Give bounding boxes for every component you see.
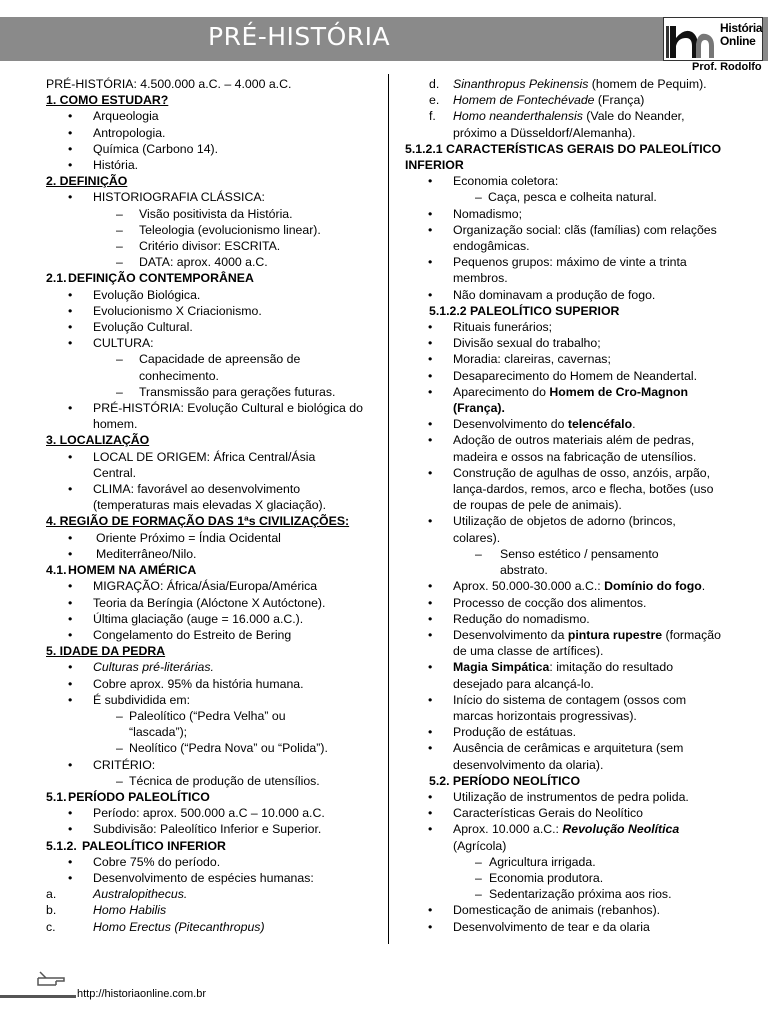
species-item: f. Homo neanderthalensis (Vale do Neander, próximo a Düsseldorf/Alemanha).: [429, 109, 685, 140]
footer-rule: [0, 995, 76, 998]
list-item: • Desenvolvimento de espécies humanas:: [68, 870, 314, 885]
list-item: • Adoção de outros materiais além de pedras, madeira e ossos na fabricação de utensílios.: [428, 433, 697, 464]
heading-como-estudar: 1. COMO ESTUDAR?: [46, 93, 169, 108]
list-item: • Desenvolvimento da pintura rupestre (formação de uma classe de artífices).: [428, 627, 721, 659]
sub-list-item: – Paleolítico (“Pedra Velha” ou “lascada”);: [116, 708, 286, 740]
list-item: • Moradia: clareiras, cavernas;: [428, 352, 611, 367]
list-item: • Aprox. 50.000-30.000 a.C.: Domínio do fogo.: [428, 579, 706, 594]
heading-regiao-formacao: 4. REGIÃO DE FORMAÇÃO DAS 1ªs CIVILIZAÇÕES:: [46, 514, 350, 529]
heading-paleolitico-superior: 5.1.2.2 PALEOLÍTICO SUPERIOR: [429, 303, 620, 318]
logo-text-online: Online: [720, 34, 756, 48]
page-title: PRÉ-HISTÓRIA: [208, 22, 391, 51]
list-item: • Não dominavam a produção de fogo.: [428, 287, 656, 302]
list-item: • Processo de cocção dos alimentos.: [428, 595, 647, 610]
sub-list-item: – Visão positivista da História.: [116, 206, 293, 221]
list-item: • Evolução Biológica.: [68, 287, 201, 302]
sub-list-item: – DATA: aprox. 4000 a.C.: [116, 255, 268, 270]
page-footer: [0, 968, 768, 1008]
sub-list-item: – Senso estético / pensamento abstrato.: [475, 546, 659, 578]
list-item: • Redução do nomadismo.: [428, 611, 590, 626]
list-item: • Domesticação de animais (rebanhos).: [428, 903, 661, 918]
sub-list-item: – Teleologia (evolucionismo linear).: [116, 222, 321, 237]
list-item: • Rituais funerários;: [428, 320, 553, 335]
species-item: a. Australopithecus.: [46, 887, 188, 902]
sub-list-item: – Critério divisor: ESCRITA.: [116, 239, 281, 254]
list-item: • Química (Carbono 14).: [68, 141, 219, 156]
list-item: • Aprox. 10.000 a.C.: Revolução Neolítica (Agrícola): [428, 822, 680, 853]
list-item: • Pequenos grupos: máximo de vinte a trinta membros.: [428, 255, 687, 286]
author-name: Prof. Rodolfo: [692, 61, 762, 73]
heading-homem-america: 4.1. HOMEM NA AMÉRICA: [46, 563, 197, 578]
date-range: PRÉ-HISTÓRIA: 4.500.000 a.C. – 4.000 a.C.: [46, 77, 292, 91]
list-item: • Divisão sexual do trabalho;: [428, 336, 601, 351]
sub-list-item: – Técnica de produção de utensílios.: [116, 773, 320, 788]
heading-definicao-contemporanea: 2.1. DEFINIÇÃO CONTEMPORÂNEA: [46, 271, 254, 286]
species-item: c. Homo Erectus (Pitecanthropus): [46, 919, 265, 934]
pointing-hand-icon: [36, 970, 66, 988]
sub-list-item: – Sedentarização próxima aos rios.: [475, 887, 672, 902]
list-item: • Início do sistema de contagem (ossos com marcas horizontais progressivas).: [428, 692, 687, 723]
list-item: • Economia coletora:: [428, 174, 559, 189]
list-item: • Cobre 75% do período.: [68, 854, 221, 869]
list-item: • Desaparecimento do Homem de Neandertal.: [428, 368, 698, 383]
list-item: • Organização social: clãs (famílias) com relações endogâmicas.: [428, 222, 717, 254]
list-item: • Subdivisão: Paleolítico Inferior e Superior.: [68, 822, 322, 837]
list-item: • MIGRAÇÃO: África/Ásia/Europa/América: [68, 579, 318, 594]
title-banner: [0, 17, 768, 61]
heading-localizacao: 3. LOCALIZAÇÃO: [46, 433, 150, 448]
logo-text-historia: História: [720, 21, 763, 35]
column-divider: [388, 74, 389, 944]
list-item: • Ausência de cerâmicas e arquitetura (sem desenvolvimento da olaria).: [428, 741, 684, 772]
sub-list-item: – Agricultura irrigada.: [475, 854, 596, 869]
heading-idade-pedra: 5. IDADE DA PEDRA: [46, 644, 166, 659]
list-item: • Mediterrâneo/Nilo.: [68, 546, 197, 561]
species-item: b. Homo Habilis: [46, 903, 167, 918]
list-item: • É subdividida em:: [68, 692, 191, 707]
heading-periodo-neolitico: 5.2. PERÍODO NEOLÍTICO: [429, 773, 581, 788]
species-item: d. Sinanthropus Pekinensis (homem de Pequim).: [429, 77, 707, 91]
list-item: • Utilização de objetos de adorno (brincos, colares).: [428, 514, 676, 545]
list-item: • Congelamento do Estreito de Bering: [68, 627, 292, 642]
list-item: • Utilização de instrumentos de pedra polida.: [428, 789, 689, 804]
list-item: • HISTORIOGRAFIA CLÁSSICA:: [68, 190, 265, 205]
sub-list-item: – Neolítico (“Pedra Nova” ou “Polida”).: [116, 741, 328, 756]
list-item: • Construção de agulhas de osso, anzóis, arpão, lança-dardos, remos, arco e flecha, botões (uso de roupas de pele de animais).: [428, 465, 714, 513]
list-item: • Evolução Cultural.: [68, 320, 193, 335]
right-column: [405, 76, 725, 935]
list-item: • Evolucionismo X Criacionismo.: [68, 303, 262, 318]
list-item: • Arqueologia: [68, 109, 159, 124]
list-item: • História.: [68, 158, 139, 173]
list-item: • Oriente Próximo = Índia Ocidental: [68, 530, 281, 545]
sub-list-item: – Transmissão para gerações futuras.: [116, 384, 336, 399]
heading-definicao: 2. DEFINIÇÃO: [46, 174, 128, 189]
heading-periodo-paleolitico: 5.1. PERÍODO PALEOLÍTICO: [46, 789, 210, 804]
historia-online-logo: [663, 17, 763, 61]
list-item: • Culturas pré-literárias.: [68, 660, 214, 675]
list-item: • Período: aprox. 500.000 a.C – 10.000 a.C.: [68, 806, 325, 821]
list-item: • Produção de estátuas.: [428, 725, 577, 740]
list-item: • CULTURA:: [68, 336, 154, 351]
footer-url[interactable]: http://historiaonline.com.br: [77, 988, 207, 1000]
logo-graphic: [666, 20, 720, 60]
list-item: • Aparecimento do Homem de Cro-Magnon (França).: [428, 384, 689, 416]
list-item: • CRITÉRIO:: [68, 757, 156, 772]
species-item: e. Homem de Fontechévade (França): [429, 93, 645, 108]
list-item: • Última glaciação (auge = 16.000 a.C.).: [68, 611, 304, 626]
list-item: • CLIMA: favorável ao desenvolvimento (temperaturas mais elevadas X glaciação).: [68, 482, 327, 513]
list-item: • Desenvolvimento de tear e da olaria: [428, 919, 650, 934]
sub-list-item: – Economia produtora.: [475, 870, 604, 885]
sub-list-item: – Caça, pesca e colheita natural.: [475, 190, 657, 205]
list-item: • Cobre aprox. 95% da história humana.: [68, 676, 304, 691]
list-item: • Antropologia.: [68, 125, 166, 140]
list-item: • Nomadismo;: [428, 206, 523, 221]
list-item: • Desenvolvimento do telencéfalo.: [428, 417, 636, 432]
list-item: • Características Gerais do Neolítico: [428, 806, 643, 821]
heading-caracteristicas-paleolitico-inferior: 5.1.2.1 CARACTERÍSTICAS GERAIS DO PALEOLÍTICO INFERIOR: [405, 141, 722, 173]
sub-list-item: – Capacidade de apreensão de conhecimento.: [116, 352, 301, 383]
list-item: • Magia Simpática: imitação do resultado desejado para alcançá-lo.: [428, 660, 674, 691]
left-column: [46, 76, 380, 935]
heading-paleolitico-inferior: 5.1.2. PALEOLÍTICO INFERIOR: [46, 838, 226, 853]
list-item: • PRÉ-HISTÓRIA: Evolução Cultural e biológica do homem.: [68, 401, 363, 432]
list-item: • Teoria da Beríngia (Alóctone X Autóctone).: [68, 595, 326, 610]
list-item: • LOCAL DE ORIGEM: África Central/Ásia Central.: [68, 449, 316, 480]
